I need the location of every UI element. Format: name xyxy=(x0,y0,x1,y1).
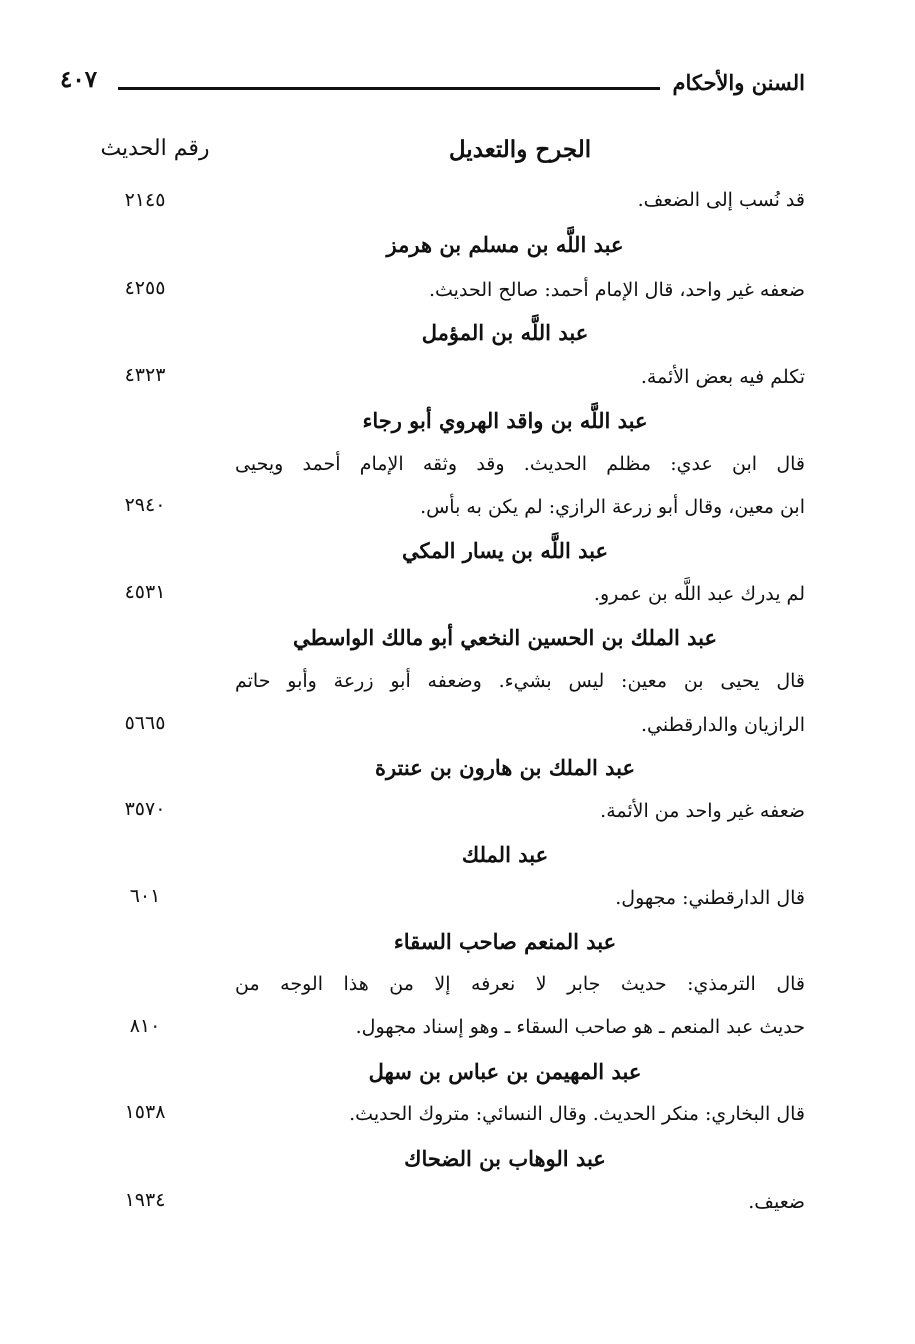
hadith-number: ٤٣٢٣ xyxy=(124,364,166,386)
entry-text: تكلم فيه بعض الأئمة. xyxy=(640,366,805,388)
narrator-name: عبد الملك بن الحسين النخعي أبو مالك الواسطي xyxy=(292,625,718,650)
page-number: ٤٠٧ xyxy=(60,66,98,93)
running-header-title: السنن والأحكام xyxy=(672,70,805,95)
entry-text: قال الدارقطني: مجهول. xyxy=(615,887,805,909)
narrator-name: عبد الوهاب بن الضحاك xyxy=(404,1146,606,1171)
column-heading-number: رقم الحديث xyxy=(100,136,210,161)
narrator-name: عبد اللَّه بن واقد الهروي أبو رجاء xyxy=(362,408,648,433)
narrator-name: عبد اللَّه بن يسار المكي xyxy=(401,538,608,563)
entry-text: ضعيف. xyxy=(748,1191,805,1213)
narrator-name: عبد اللَّه بن مسلم بن هرمز xyxy=(386,232,624,257)
entry-text: قال يحيى بن معين: ليس بشيء. وضعفه أبو زرعة وأبو حاتم xyxy=(235,670,805,692)
entry-text: ضعفه غير واحد، قال الإمام أحمد: صالح الحديث. xyxy=(428,279,805,301)
narrator-name: عبد المنعم صاحب السقاء xyxy=(393,929,617,954)
hadith-number: ٢١٤٥ xyxy=(124,189,166,211)
hadith-number: ١٩٣٤ xyxy=(124,1189,166,1211)
hadith-number: ٤٥٣١ xyxy=(124,581,166,603)
entry-text: ابن معين، وقال أبو زرعة الرازي: لم يكن به بأس. xyxy=(420,496,805,518)
narrator-name: عبد المهيمن بن عباس بن سهل xyxy=(368,1059,642,1084)
narrator-name: عبد اللَّه بن المؤمل xyxy=(421,320,589,345)
entry-text: لم يدرك عبد اللَّه بن عمرو. xyxy=(593,583,805,605)
narrator-name: عبد الملك بن هارون بن عنترة xyxy=(374,755,636,780)
hadith-number: ٥٦٦٥ xyxy=(124,712,166,734)
hadith-number: ٢٩٤٠ xyxy=(124,494,166,516)
hadith-number: ٣٥٧٠ xyxy=(124,798,166,820)
column-heading-main: الجرح والتعديل xyxy=(448,136,592,163)
entry-text: ضعفه غير واحد من الأئمة. xyxy=(600,800,805,822)
entry-text: الرازيان والدارقطني. xyxy=(640,714,805,736)
hadith-number: ١٥٣٨ xyxy=(124,1101,166,1123)
entry-text: قال الترمذي: حديث جابر لا نعرفه إلا من هذا الوجه من xyxy=(235,973,805,995)
hadith-number: ٨١٠ xyxy=(129,1015,161,1037)
header-rule xyxy=(118,87,660,90)
entry-text: قد نُسب إلى الضعف. xyxy=(637,189,805,211)
hadith-number: ٦٠١ xyxy=(129,885,161,907)
entry-text: قال البخاري: منكر الحديث. وقال النسائي: متروك الحديث. xyxy=(349,1103,805,1125)
entry-text: قال ابن عدي: مظلم الحديث. وقد وثقه الإمام أحمد ويحيى xyxy=(235,453,806,475)
narrator-name: عبد الملك xyxy=(461,842,549,867)
entry-text: حديث عبد المنعم ـ هو صاحب السقاء ـ وهو إسناد مجهول. xyxy=(355,1016,805,1038)
hadith-number: ٤٢٥٥ xyxy=(124,277,166,299)
